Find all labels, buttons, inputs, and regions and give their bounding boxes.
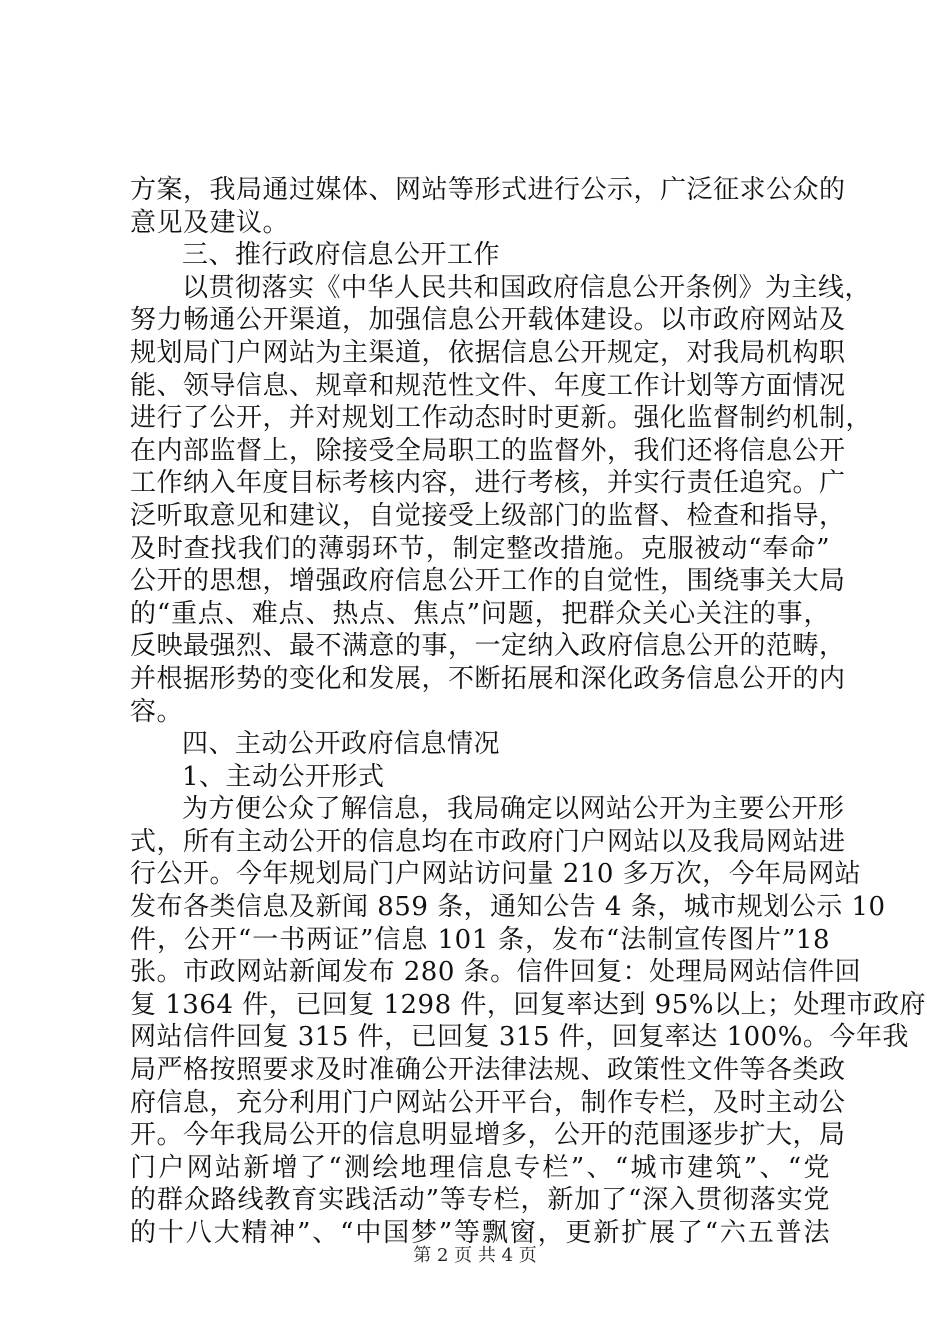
paragraph-line: 能、领导信息、规章和规范性文件、年度工作计划等方面情况: [130, 370, 846, 401]
section-heading: 四、主动公开政府信息情况: [182, 729, 501, 760]
paragraph-line: 公开的思想，增强政府信息公开工作的自觉性，围绕事关大局: [130, 566, 846, 597]
paragraph-line: 复 1364 件，已回复 1298 件，回复率达到 95%以上；处理市政府: [130, 989, 926, 1020]
paragraph-line: 方案，我局通过媒体、网站等形式进行公示，广泛征求公众的: [130, 175, 846, 205]
paragraph-line: 网站信件回复 315 件，已回复 315 件，回复率达 100%。今年我: [130, 1022, 909, 1053]
paragraph-line: 张。市政网站新闻发布 280 条。信件回复：处理局网站信件回: [130, 957, 862, 988]
paragraph-line: 在内部监督上，除接受全局职工的监督外，我们还将信息公开: [130, 435, 846, 466]
paragraph-line: 以贯彻落实《中华人民共和国政府信息公开条例》为主线，: [182, 272, 872, 303]
paragraph-line: 开。今年我局公开的信息明显增多，公开的范围逐步扩大，局: [130, 1120, 846, 1151]
paragraph-line: 的群众路线教育实践活动”等专栏，新加了“深入贯彻落实党: [130, 1185, 830, 1216]
paragraph-line: 件，公开“一书两证”信息 101 条，发布“法制宣传图片”18: [130, 924, 830, 955]
paragraph-line: 反映最强烈、最不满意的事，一定纳入政府信息公开的范畴，: [130, 631, 846, 662]
paragraph-line: 式，所有主动公开的信息均在市政府门户网站以及我局网站进: [130, 826, 846, 857]
paragraph-line: 门户网站新增了“测绘地理信息专栏”、“城市建筑”、“党: [130, 1152, 830, 1183]
page-footer: 第 2 页 共 4 页: [413, 1245, 537, 1266]
paragraph-line: 的十八大精神”、“中国梦”等飘窗，更新扩展了“六五普法: [130, 1218, 830, 1248]
paragraph-line: 为方便公众了解信息，我局确定以网站公开为主要公开形: [182, 794, 845, 825]
section-heading: 三、推行政府信息公开工作: [182, 240, 501, 271]
paragraph-line: 的“重点、难点、热点、焦点”问题，把群众关心关注的事，: [130, 598, 830, 629]
document-body: [130, 174, 926, 1250]
paragraph-line: 及时查找我们的薄弱环节，制定整改措施。克服被动“奉命”: [130, 533, 830, 564]
paragraph-line: 规划局门户网站为主渠道，依据信息公开规定，对我局机构职: [130, 337, 846, 368]
paragraph-line: 意见及建议。: [130, 207, 290, 238]
paragraph-line: 府信息，充分利用门户网站公开平台，制作专栏，及时主动公: [130, 1087, 846, 1118]
paragraph-line: 行公开。今年规划局门户网站访问量 210 多万次，今年局网站: [130, 859, 862, 890]
paragraph-line: 局严格按照要求及时准确公开法律法规、政策性文件等各类政: [130, 1055, 846, 1086]
paragraph-line: 发布各类信息及新闻 859 条，通知公告 4 条，城市规划公示 10: [130, 892, 886, 923]
paragraph-line: 容。: [130, 696, 184, 727]
section-heading: 1、主动公开形式: [182, 761, 385, 792]
paragraph-line: 努力畅通公开渠道，加强信息公开载体建设。以市政府网站及: [130, 305, 846, 336]
paragraph-line: 工作纳入年度目标考核内容，进行考核，并实行责任追究。广: [130, 468, 846, 499]
paragraph-line: 泛听取意见和建议，自觉接受上级部门的监督、检查和指导，: [130, 500, 846, 531]
paragraph-line: 进行了公开，并对规划工作动态时时更新。强化监督制约机制，: [130, 403, 873, 434]
paragraph-line: 并根据形势的变化和发展，不断拓展和深化政务信息公开的内: [130, 663, 846, 694]
